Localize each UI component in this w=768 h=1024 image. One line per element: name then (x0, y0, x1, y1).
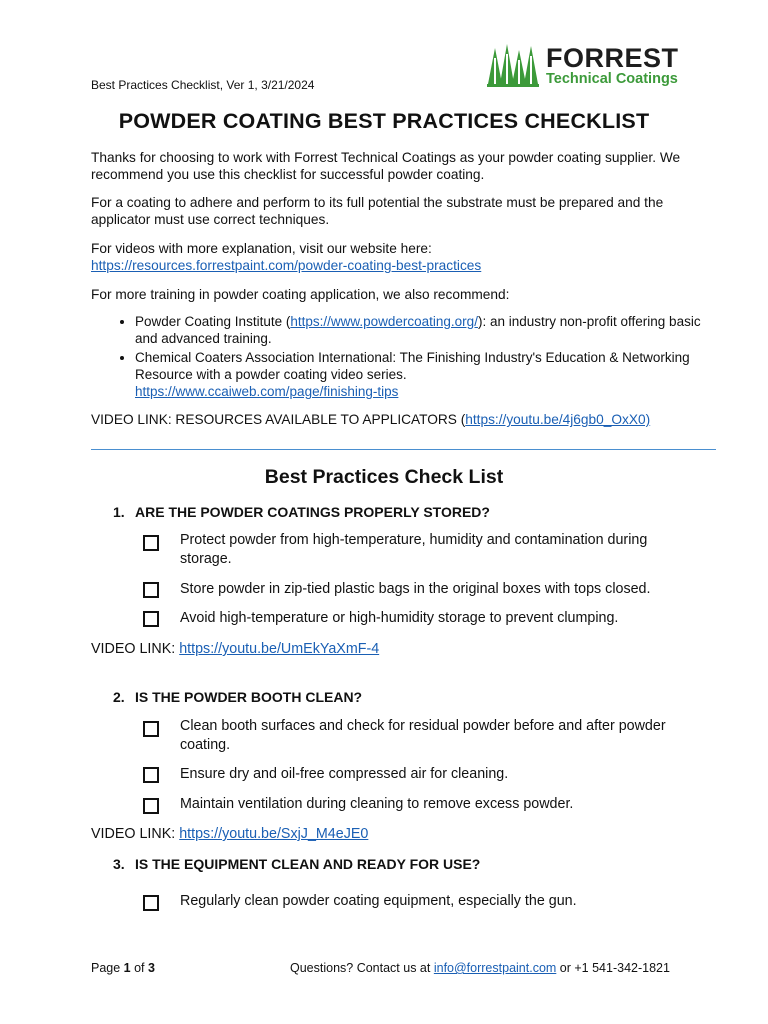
checkbox[interactable] (143, 721, 159, 737)
logo-title: FORREST (546, 43, 679, 73)
checklist-item: Maintain ventilation during cleaning to remove excess powder. (180, 796, 574, 812)
intro-paragraph-1: Thanks for choosing to work with Forrest Technical Coatings as your powder coating supplier. We recommend you use this checklist for successful powder coating. (91, 150, 681, 182)
section-2-video-line: VIDEO LINK: https://youtu.be/SxjJ_M4eJE0 (91, 826, 369, 842)
checkbox[interactable] (143, 895, 159, 911)
page-title: POWDER COATING BEST PRACTICES CHECKLIST (118, 109, 650, 133)
footer-contact: Questions? Contact us at info@forrestpaint.com or +1 541-342-1821 (290, 961, 670, 975)
section-2-question: 2. IS THE POWDER BOOTH CLEAN? (113, 689, 363, 705)
section-1-video-line: VIDEO LINK: https://youtu.be/UmEkYaXmF-4 (91, 641, 380, 657)
videos-text: For videos with more explanation, visit our website here: (91, 241, 432, 256)
list-item: • Powder Coating Institute (https://www.powdercoating.org/): an industry non-profit offering basic and advanced training. (135, 313, 715, 347)
page-number: Page 1 of 3 (91, 961, 155, 975)
checkbox[interactable] (143, 535, 159, 551)
checklist-item: Store powder in zip-tied plastic bags in the original boxes with tops closed. (180, 581, 651, 597)
section-1-video-link[interactable]: https://youtu.be/UmEkYaXmF-4 (179, 641, 380, 657)
section-divider (91, 449, 716, 450)
logo-subtitle: Technical Coatings (546, 71, 678, 87)
checklist-title: Best Practices Check List (264, 466, 504, 488)
checkbox[interactable] (143, 611, 159, 627)
resources-video-line: VIDEO LINK: RESOURCES AVAILABLE TO APPLICATORS (https://youtu.be/4j6gb0_OxX0) (91, 412, 651, 427)
tree-icon (486, 44, 542, 88)
checklist-item: Clean booth surfaces and check for residual powder before and after powder coating. (180, 718, 666, 753)
checkbox[interactable] (143, 767, 159, 783)
intro-paragraph-2: For a coating to adhere and perform to its full potential the substrate must be prepared and the applicator must use correct techniques. (91, 195, 664, 227)
checkbox[interactable] (143, 798, 159, 814)
intro-paragraph-3 (91, 240, 691, 274)
section-3-question: 3. IS THE EQUIPMENT CLEAN AND READY FOR USE? (113, 856, 481, 872)
checklist-item: Regularly clean powder coating equipment, especially the gun. (180, 893, 577, 909)
section-1-question: 1. ARE THE POWDER COATINGS PROPERLY STORED? (113, 504, 490, 520)
list-item: • Chemical Coaters Association International: The Finishing Industry's Education & Networking Resource with a powder coating video series. https://www.ccaiweb.com/page/finishing-tips (135, 349, 715, 400)
document-version-line: Best Practices Checklist, Ver 1, 3/21/2024 (91, 78, 315, 92)
ccai-link[interactable]: https://www.ccaiweb.com/page/finishing-tips (135, 384, 399, 399)
intro-paragraph-4: For more training in powder coating application, we also recommend: (91, 287, 510, 302)
section-2-video-link[interactable]: https://youtu.be/SxjJ_M4eJE0 (179, 826, 369, 842)
contact-email-link[interactable]: info@forrestpaint.com (433, 961, 557, 975)
checkbox[interactable] (143, 582, 159, 598)
checklist-item: Avoid high-temperature or high-humidity storage to prevent clumping. (180, 610, 619, 626)
checklist-item: Ensure dry and oil-free compressed air for cleaning. (180, 766, 509, 782)
checklist-item: Protect powder from high-temperature, humidity and contamination during storage. (180, 532, 648, 567)
recommendation-list (91, 313, 715, 402)
company-logo (486, 44, 682, 88)
resources-video-link[interactable]: https://youtu.be/4j6gb0_OxX0) (465, 412, 651, 427)
pci-link[interactable]: https://www.powdercoating.org/ (290, 314, 478, 329)
website-link[interactable]: https://resources.forrestpaint.com/powder-coating-best-practices (91, 258, 482, 273)
